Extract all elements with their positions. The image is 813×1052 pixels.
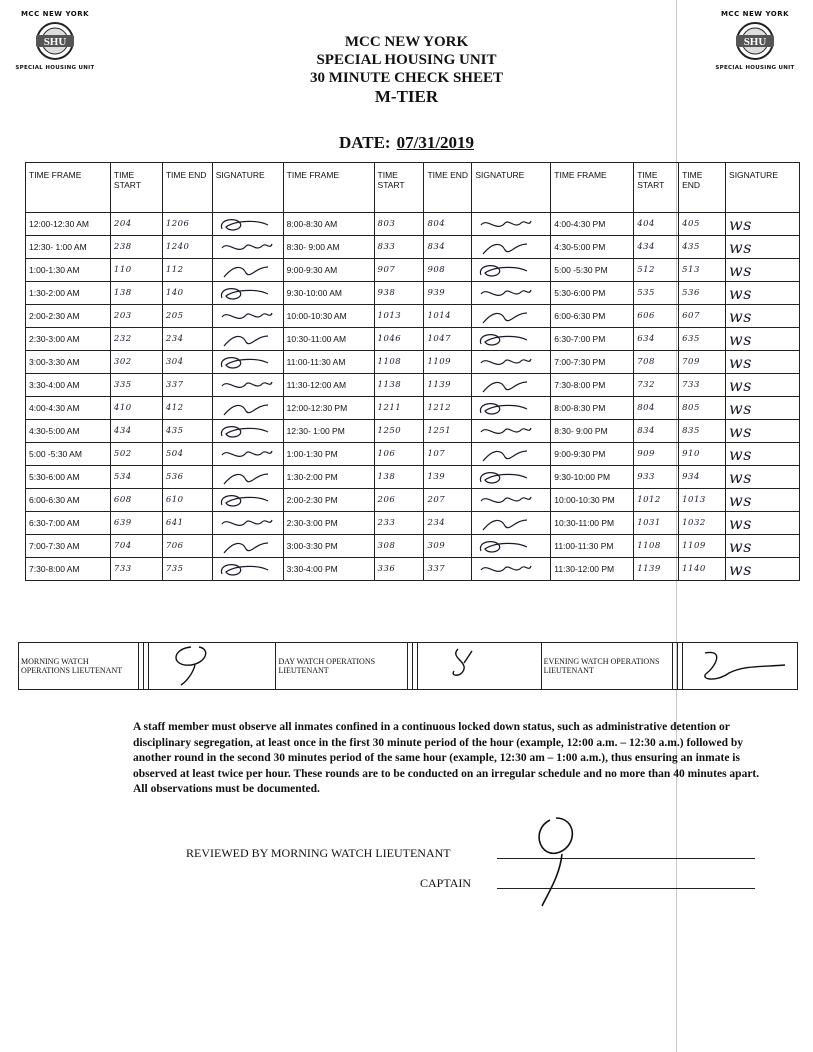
- signature-scribble: [216, 215, 274, 233]
- policy-paragraph: A staff member must observe all inmates confined in a continuous locked down status, such as administrative detention or disciplinary segregation, at least once in the first 30 minute period of the hour (example, 12:00 a.m. – 12:30 a.m.) followed by another round in the second 30 minutes period of the same hour (example, 12:30 am – 1:00 a.m.), thus ensuring an inmate is observed at least twice per hour. These rounds are to be conducted on an irregular schedule and no more than 40 minutes apart. All observations must be documented.: [133, 721, 760, 795]
- signature-cell: [472, 351, 551, 374]
- column-header: TIME START: [634, 163, 679, 213]
- table-row: [26, 489, 800, 512]
- signature-cell: [212, 351, 283, 374]
- signature-scribble: [216, 238, 274, 256]
- signature-scribble: [216, 560, 274, 578]
- signature-scribble: [475, 468, 533, 486]
- time-frame-cell: 12:00-12:30 PM: [283, 397, 374, 420]
- time-start-cell: 708: [634, 351, 679, 374]
- logo-bottom-text: SPECIAL HOUSING UNIT: [715, 65, 795, 71]
- time-start-cell: 238: [110, 236, 162, 259]
- signature-cell: [212, 443, 283, 466]
- signature-scribble: [475, 215, 533, 233]
- time-start-cell: 1211: [374, 397, 424, 420]
- time-end-cell: 309: [424, 535, 472, 558]
- date-value: 07/31/2019: [396, 133, 475, 152]
- initials-cell: ws: [726, 420, 800, 443]
- time-frame-cell: 3:30-4:00 PM: [283, 558, 374, 581]
- signature-cell: [212, 282, 283, 305]
- signature-scribble: [216, 307, 274, 325]
- signature-scribble: [475, 284, 533, 302]
- signature-cell: [212, 305, 283, 328]
- signature-cell: [472, 535, 551, 558]
- time-end-cell: 1013: [679, 489, 726, 512]
- time-end-cell: 337: [424, 558, 472, 581]
- time-frame-cell: 5:00 -5:30 PM: [551, 259, 634, 282]
- initials-cell: ws: [726, 328, 800, 351]
- time-frame-cell: 1:30-2:00 PM: [283, 466, 374, 489]
- time-start-cell: 106: [374, 443, 424, 466]
- evening-lieutenant-signature: [683, 643, 798, 690]
- time-end-cell: 1212: [424, 397, 472, 420]
- time-end-cell: 910: [679, 443, 726, 466]
- signature-scribble: [475, 353, 533, 371]
- day-lieutenant-signature: [417, 643, 541, 690]
- captain-label: CAPTAIN: [420, 876, 472, 890]
- signature-cell: [472, 282, 551, 305]
- signature-cell: [212, 328, 283, 351]
- signature-cell: [212, 420, 283, 443]
- time-frame-cell: 3:00-3:30 AM: [26, 351, 111, 374]
- time-end-cell: 1032: [679, 512, 726, 535]
- time-start-cell: 138: [374, 466, 424, 489]
- time-start-cell: 909: [634, 443, 679, 466]
- column-header: SIGNATURE: [472, 163, 551, 213]
- signature-cell: [212, 213, 283, 236]
- signature-image: [151, 643, 241, 687]
- table-row: [26, 420, 800, 443]
- time-start-cell: 1013: [374, 305, 424, 328]
- time-end-cell: 405: [679, 213, 726, 236]
- signature-image: [420, 643, 510, 687]
- time-end-cell: 934: [679, 466, 726, 489]
- time-frame-cell: 11:30-12:00 AM: [283, 374, 374, 397]
- time-start-cell: 110: [110, 259, 162, 282]
- time-end-cell: 735: [162, 558, 212, 581]
- time-frame-cell: 6:30-7:00 AM: [26, 512, 111, 535]
- signature-scribble: [475, 330, 533, 348]
- signature-cell: [472, 213, 551, 236]
- evening-lieutenant-label: EVENING WATCH OPERATIONS LIEUTENANT: [541, 643, 673, 690]
- table-row: [26, 236, 800, 259]
- time-end-cell: 804: [424, 213, 472, 236]
- time-frame-cell: 11:00-11:30 PM: [551, 535, 634, 558]
- time-start-cell: 639: [110, 512, 162, 535]
- table-row: [26, 397, 800, 420]
- time-end-cell: 939: [424, 282, 472, 305]
- time-start-cell: 335: [110, 374, 162, 397]
- time-start-cell: 232: [110, 328, 162, 351]
- table-header-row: [26, 163, 800, 213]
- time-frame-cell: 11:00-11:30 AM: [283, 351, 374, 374]
- initials-cell: ws: [726, 397, 800, 420]
- time-start-cell: 535: [634, 282, 679, 305]
- time-end-cell: 1109: [424, 351, 472, 374]
- time-frame-cell: 8:30- 9:00 PM: [551, 420, 634, 443]
- signature-scribble: [475, 307, 533, 325]
- time-frame-cell: 6:30-7:00 PM: [551, 328, 634, 351]
- table-row: [26, 282, 800, 305]
- day-lieutenant-label: DAY WATCH OPERATIONS LIEUTENANT: [276, 643, 408, 690]
- signature-cell: [212, 374, 283, 397]
- time-start-cell: 1250: [374, 420, 424, 443]
- time-frame-cell: 4:30-5:00 AM: [26, 420, 111, 443]
- time-start-cell: 1138: [374, 374, 424, 397]
- initials-cell: ws: [726, 236, 800, 259]
- signature-cell: [212, 489, 283, 512]
- signature-scribble: [216, 261, 274, 279]
- time-start-cell: 434: [110, 420, 162, 443]
- column-header: TIME FRAME: [551, 163, 634, 213]
- time-end-cell: 805: [679, 397, 726, 420]
- time-start-cell: 434: [634, 236, 679, 259]
- time-frame-cell: 8:30- 9:00 AM: [283, 236, 374, 259]
- signature-cell: [212, 236, 283, 259]
- time-start-cell: 933: [634, 466, 679, 489]
- time-end-cell: 635: [679, 328, 726, 351]
- seal-text: SHU: [43, 36, 67, 48]
- time-start-cell: 336: [374, 558, 424, 581]
- time-frame-cell: 2:30-3:00 PM: [283, 512, 374, 535]
- time-frame-cell: 2:00-2:30 AM: [26, 305, 111, 328]
- logo-top-text: MCC NEW YORK: [720, 10, 790, 18]
- signature-scribble: [216, 399, 274, 417]
- initials-cell: ws: [726, 489, 800, 512]
- time-frame-cell: 2:00-2:30 PM: [283, 489, 374, 512]
- initials-cell: ws: [726, 282, 800, 305]
- time-end-cell: 234: [424, 512, 472, 535]
- time-end-cell: 112: [162, 259, 212, 282]
- table-row: [26, 351, 800, 374]
- header-line4: M-TIER: [374, 87, 439, 106]
- signature-scribble: [216, 376, 274, 394]
- initials-cell: ws: [726, 213, 800, 236]
- table-row: [26, 466, 800, 489]
- signature-cell: [472, 489, 551, 512]
- time-end-cell: 835: [679, 420, 726, 443]
- table-row: [26, 443, 800, 466]
- table-row: [26, 535, 800, 558]
- time-frame-cell: 1:00-1:30 PM: [283, 443, 374, 466]
- page-header: [0, 33, 813, 107]
- time-frame-cell: 9:30-10:00 PM: [551, 466, 634, 489]
- initials-cell: ws: [726, 259, 800, 282]
- signature-scribble: [216, 537, 274, 555]
- signature-cell: [472, 305, 551, 328]
- time-frame-cell: 1:30-2:00 AM: [26, 282, 111, 305]
- time-start-cell: 1139: [634, 558, 679, 581]
- time-start-cell: 834: [634, 420, 679, 443]
- time-end-cell: 412: [162, 397, 212, 420]
- header-line2: SPECIAL HOUSING UNIT: [316, 52, 497, 68]
- initials-cell: ws: [726, 558, 800, 581]
- signature-cell: [212, 512, 283, 535]
- time-start-cell: 833: [374, 236, 424, 259]
- column-header: TIME START: [110, 163, 162, 213]
- column-header: SIGNATURE: [726, 163, 800, 213]
- time-end-cell: 304: [162, 351, 212, 374]
- time-end-cell: 1014: [424, 305, 472, 328]
- time-start-cell: 138: [110, 282, 162, 305]
- time-start-cell: 512: [634, 259, 679, 282]
- time-end-cell: 1251: [424, 420, 472, 443]
- time-end-cell: 337: [162, 374, 212, 397]
- time-frame-cell: 8:00-8:30 AM: [283, 213, 374, 236]
- time-end-cell: 1047: [424, 328, 472, 351]
- time-start-cell: 233: [374, 512, 424, 535]
- time-frame-cell: 2:30-3:00 AM: [26, 328, 111, 351]
- column-header: TIME FRAME: [26, 163, 111, 213]
- signature-cell: [212, 535, 283, 558]
- time-frame-cell: 5:00 -5:30 AM: [26, 443, 111, 466]
- time-frame-cell: 9:00-9:30 AM: [283, 259, 374, 282]
- time-start-cell: 502: [110, 443, 162, 466]
- time-end-cell: 1139: [424, 374, 472, 397]
- time-frame-cell: 4:30-5:00 PM: [551, 236, 634, 259]
- time-start-cell: 634: [634, 328, 679, 351]
- time-start-cell: 1046: [374, 328, 424, 351]
- signature-cell: [472, 236, 551, 259]
- time-frame-cell: 12:00-12:30 AM: [26, 213, 111, 236]
- time-start-cell: 1012: [634, 489, 679, 512]
- table-row: [26, 374, 800, 397]
- time-end-cell: 641: [162, 512, 212, 535]
- time-start-cell: 203: [110, 305, 162, 328]
- table-row: [26, 512, 800, 535]
- signature-cell: [212, 558, 283, 581]
- time-start-cell: 606: [634, 305, 679, 328]
- date-label: DATE:: [338, 133, 391, 152]
- table-row: [26, 259, 800, 282]
- time-start-cell: 733: [110, 558, 162, 581]
- signature-cell: [472, 443, 551, 466]
- time-frame-cell: 11:30-12:00 PM: [551, 558, 634, 581]
- signature-scribble: [475, 491, 533, 509]
- initials-cell: ws: [726, 535, 800, 558]
- time-frame-cell: 5:30-6:00 PM: [551, 282, 634, 305]
- time-frame-cell: 5:30-6:00 AM: [26, 466, 111, 489]
- time-end-cell: 908: [424, 259, 472, 282]
- time-start-cell: 907: [374, 259, 424, 282]
- time-frame-cell: 3:30-4:00 AM: [26, 374, 111, 397]
- reviewed-by-label: REVIEWED BY MORNING WATCH LIEUTENANT: [186, 846, 451, 860]
- time-end-cell: 1109: [679, 535, 726, 558]
- check-table: [25, 162, 800, 581]
- time-end-cell: 107: [424, 443, 472, 466]
- signature-cell: [472, 397, 551, 420]
- initials-cell: ws: [726, 466, 800, 489]
- signature-scribble: [475, 422, 533, 440]
- time-end-cell: 435: [679, 236, 726, 259]
- initials-cell: ws: [726, 512, 800, 535]
- time-frame-cell: 12:30- 1:00 AM: [26, 236, 111, 259]
- signature-scribble: [475, 560, 533, 578]
- time-start-cell: 804: [634, 397, 679, 420]
- table-row: [26, 328, 800, 351]
- initials-cell: ws: [726, 374, 800, 397]
- signature-scribble: [216, 445, 274, 463]
- time-start-cell: 938: [374, 282, 424, 305]
- time-end-cell: 536: [162, 466, 212, 489]
- signature-cell: [212, 466, 283, 489]
- time-end-cell: 607: [679, 305, 726, 328]
- time-end-cell: 1240: [162, 236, 212, 259]
- signature-cell: [212, 259, 283, 282]
- initials-cell: ws: [726, 351, 800, 374]
- time-start-cell: 1108: [374, 351, 424, 374]
- time-end-cell: 706: [162, 535, 212, 558]
- signature-cell: [472, 259, 551, 282]
- seal-text: SHU: [743, 36, 767, 48]
- time-frame-cell: 7:30-8:00 AM: [26, 558, 111, 581]
- time-frame-cell: 9:00-9:30 PM: [551, 443, 634, 466]
- time-end-cell: 140: [162, 282, 212, 305]
- signature-cell: [472, 512, 551, 535]
- signature-cell: [472, 466, 551, 489]
- time-frame-cell: 6:00-6:30 AM: [26, 489, 111, 512]
- table-row: [26, 305, 800, 328]
- column-header: SIGNATURE: [212, 163, 283, 213]
- column-header: TIME END: [679, 163, 726, 213]
- time-start-cell: 803: [374, 213, 424, 236]
- column-header: TIME END: [424, 163, 472, 213]
- column-header: TIME START: [374, 163, 424, 213]
- time-end-cell: 536: [679, 282, 726, 305]
- signature-cell: [472, 558, 551, 581]
- time-start-cell: 608: [110, 489, 162, 512]
- header-line1: MCC NEW YORK: [344, 34, 469, 50]
- signature-scribble: [216, 491, 274, 509]
- column-header: TIME END: [162, 163, 212, 213]
- initials-cell: ws: [726, 305, 800, 328]
- signature-scribble: [216, 468, 274, 486]
- time-end-cell: 435: [162, 420, 212, 443]
- time-start-cell: 704: [110, 535, 162, 558]
- time-start-cell: 308: [374, 535, 424, 558]
- date-line: [0, 133, 813, 153]
- morning-lieutenant-signature: [148, 643, 276, 690]
- signature-cell: [472, 420, 551, 443]
- morning-lieutenant-label: MORNING WATCH OPERATIONS LIEUTENANT: [19, 643, 139, 690]
- time-frame-cell: 10:30-11:00 PM: [551, 512, 634, 535]
- signature-scribble: [475, 445, 533, 463]
- time-frame-cell: 4:00-4:30 AM: [26, 397, 111, 420]
- time-end-cell: 1140: [679, 558, 726, 581]
- signature-cell: [472, 328, 551, 351]
- time-frame-cell: 7:00-7:30 AM: [26, 535, 111, 558]
- time-frame-cell: 4:00-4:30 PM: [551, 213, 634, 236]
- table-row: [26, 558, 800, 581]
- time-frame-cell: 10:30-11:00 AM: [283, 328, 374, 351]
- signature-scribble: [475, 537, 533, 555]
- logo-top-text: MCC NEW YORK: [20, 10, 90, 18]
- logo-bottom-text: SPECIAL HOUSING UNIT: [15, 65, 95, 71]
- time-frame-cell: 7:00-7:30 PM: [551, 351, 634, 374]
- time-end-cell: 1206: [162, 213, 212, 236]
- signature-cell: [212, 397, 283, 420]
- time-frame-cell: 3:00-3:30 PM: [283, 535, 374, 558]
- time-frame-cell: 7:30-8:00 PM: [551, 374, 634, 397]
- time-start-cell: 204: [110, 213, 162, 236]
- initials-cell: ws: [726, 443, 800, 466]
- signature-scribble: [475, 399, 533, 417]
- time-frame-cell: 6:00-6:30 PM: [551, 305, 634, 328]
- signature-scribble: [216, 422, 274, 440]
- time-frame-cell: 9:30-10:00 AM: [283, 282, 374, 305]
- reviewer-signature: [520, 810, 600, 910]
- signature-image: [685, 643, 795, 687]
- signature-cell: [472, 374, 551, 397]
- signature-scribble: [216, 330, 274, 348]
- time-frame-cell: 12:30- 1:00 PM: [283, 420, 374, 443]
- signature-scribble: [475, 261, 533, 279]
- time-end-cell: 709: [679, 351, 726, 374]
- time-frame-cell: 10:00-10:30 AM: [283, 305, 374, 328]
- signature-scribble: [216, 284, 274, 302]
- time-end-cell: 139: [424, 466, 472, 489]
- lieutenant-signoff-table: [18, 642, 798, 690]
- time-frame-cell: 10:00-10:30 PM: [551, 489, 634, 512]
- time-end-cell: 234: [162, 328, 212, 351]
- time-start-cell: 410: [110, 397, 162, 420]
- column-header: TIME FRAME: [283, 163, 374, 213]
- time-start-cell: 404: [634, 213, 679, 236]
- signature-scribble: [216, 353, 274, 371]
- time-end-cell: 207: [424, 489, 472, 512]
- time-end-cell: 504: [162, 443, 212, 466]
- time-start-cell: 206: [374, 489, 424, 512]
- time-end-cell: 513: [679, 259, 726, 282]
- time-start-cell: 302: [110, 351, 162, 374]
- signature-scribble: [475, 376, 533, 394]
- signature-scribble: [475, 238, 533, 256]
- signature-scribble: [216, 514, 274, 532]
- signature-scribble: [475, 514, 533, 532]
- time-end-cell: 610: [162, 489, 212, 512]
- time-start-cell: 1031: [634, 512, 679, 535]
- time-start-cell: 534: [110, 466, 162, 489]
- time-end-cell: 205: [162, 305, 212, 328]
- time-start-cell: 732: [634, 374, 679, 397]
- time-end-cell: 733: [679, 374, 726, 397]
- time-frame-cell: 1:00-1:30 AM: [26, 259, 111, 282]
- time-frame-cell: 8:00-8:30 PM: [551, 397, 634, 420]
- time-end-cell: 834: [424, 236, 472, 259]
- header-line3: 30 MINUTE CHECK SHEET: [310, 70, 503, 86]
- time-start-cell: 1108: [634, 535, 679, 558]
- table-row: [26, 213, 800, 236]
